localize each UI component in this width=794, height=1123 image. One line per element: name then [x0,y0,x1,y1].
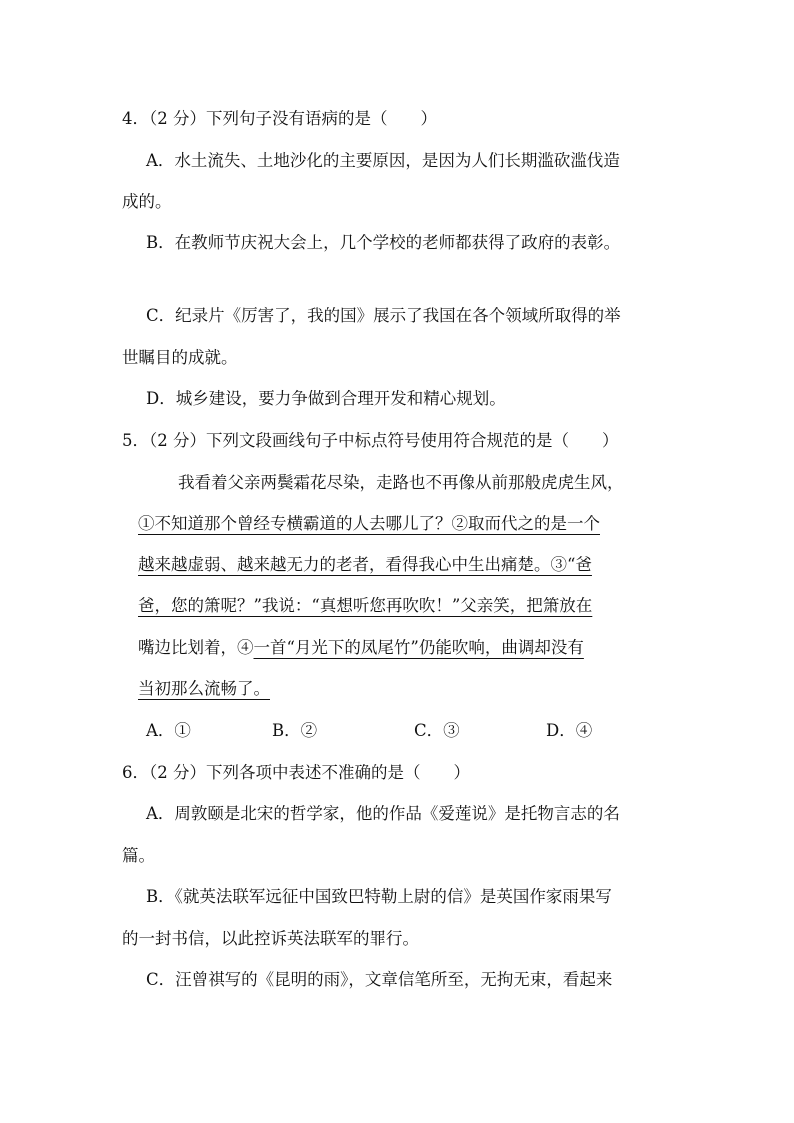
passage-line-4-text: 爸，您的箫呢？”我说：“真想听您再吹吹！”父亲笑，把箫放在 [138,596,593,615]
passage-line-5-underlined: 一首“月光下的凤尾竹”仍能吹响，曲调却没有 [253,638,584,657]
passage-line-1: 我看着父亲两鬓霜花尽染，走路也不再像从前那般虎虎生风， [178,473,624,492]
question-5-option-c: C．③ [414,721,460,740]
question-6-option-a-line2: 篇。 [122,846,155,865]
question-6-option-b-line2: 的一封书信，以此控诉英法联军的罪行。 [122,929,419,948]
question-4-option-a-line1: A．水土流失、土地沙化的主要原因，是因为人们长期滥砍滥伐造 [146,151,620,170]
question-5-option-d: D．④ [546,721,593,740]
question-4-stem: 4．（2 分）下列句子没有语病的是（ ） [122,109,437,128]
passage-line-3: 越来越虚弱、越来越无力的老者，看得我心中生出痛楚。③“爸 [138,555,592,574]
question-6-stem: 6．（2 分）下列各项中表述不准确的是（ ） [122,763,470,782]
passage-line-4 [138,595,592,617]
passage-line-5-lead: 嘴边比划着，④ [138,638,254,657]
question-6-option-c-line1: C．汪曾祺写的《昆明的雨》，文章信笔所至，无拘无束，看起来 [146,970,613,989]
passage-line-6: 当初那么流畅了。 [138,679,270,698]
passage-line-2: ①不知道那个曾经专横霸道的人去哪儿了？②取而代之的是一个 [138,514,600,533]
question-5-option-a: A．① [146,721,191,740]
question-4-option-a-line2: 成的。 [122,192,172,211]
question-5-stem: 5．（2 分）下列文段画线句子中标点符号使用符合规范的是（ ） [122,431,619,450]
question-4-option-d: D．城乡建设，要力争做到合理开发和精心规划。 [146,389,506,408]
question-6-option-a-line1: A．周敦颐是北宋的哲学家，他的作品《爱莲说》是托物言志的名 [146,804,620,823]
question-4-option-b: B．在教师节庆祝大会上，几个学校的老师都获得了政府的表彰。 [146,233,621,252]
question-4-option-c-line1: C．纪录片《厉害了，我的国》展示了我国在各个领域所取得的举 [146,306,621,325]
question-6-option-b-line1: B．《就英法联军远征中国致巴特勒上尉的信》是英国作家雨果写 [146,887,612,906]
passage-line-5 [138,637,584,659]
question-5-option-b: B．② [272,721,318,740]
question-4-option-c-line2: 世瞩目的成就。 [122,348,238,367]
